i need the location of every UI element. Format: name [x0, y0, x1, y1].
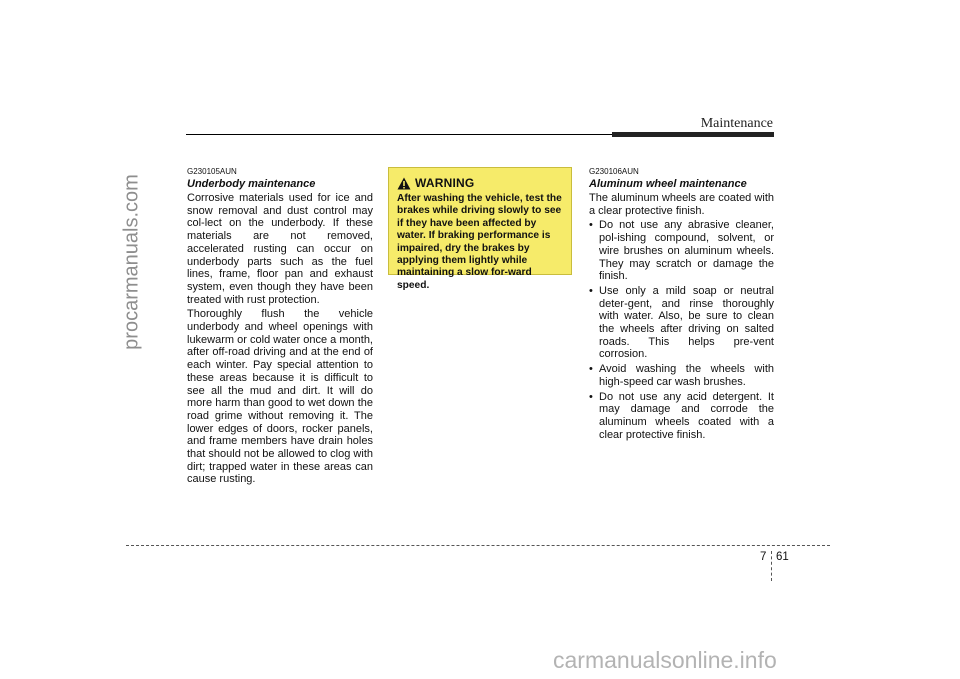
bottom-watermark: carmanualsonline.info: [553, 647, 777, 673]
bullet-icon: •: [589, 219, 593, 232]
bullet-icon: •: [589, 390, 593, 403]
aluminum-wheel-section: [589, 167, 774, 443]
chapter-number: 7: [760, 551, 767, 563]
warning-header: [397, 176, 565, 190]
bullet-list: [589, 219, 774, 441]
paragraph: Thoroughly flush the vehicle underbody and wheel openings with lukewarm or cold water once a month, after off-road driving and at the end of each winter. Pay special attention to these areas because it is difficult to see all the mud and dirt. It will do more harm than good to wet down the road grime without removing it. The lower edges of doors, rocker panels, and frame members have drain holes that should not be allowed to clog with dirt; trapped water in these areas can cause rusting.: [187, 308, 373, 486]
list-item-text: Avoid washing the wheels with high-speed car wash brushes.: [599, 363, 774, 388]
page-number-separator: [771, 551, 772, 581]
list-item: [589, 285, 774, 361]
section-heading: Underbody maintenance: [187, 178, 316, 190]
list-item-text: Do not use any abrasive cleaner, pol-ishing compound, solvent, or wire brushes on aluminum wheels. They may scratch or damage the finish.: [599, 219, 774, 283]
section-code: G230106AUN: [589, 167, 639, 176]
paragraph: Corrosive materials used for ice and snow removal and dust control may col-lect on the underbody. If these materials are not removed, accelerated rusting can occur on underbody parts such as the fuel lines, frame, floor pan and exhaust system, even though they have been treated with rust protection.: [187, 192, 373, 306]
list-item: [589, 391, 774, 442]
bullet-icon: •: [589, 284, 593, 297]
section-heading: Aluminum wheel maintenance: [589, 178, 747, 190]
footer-rule: [126, 545, 830, 546]
side-watermark: procarmanuals.com: [120, 174, 143, 350]
page-title: Maintenance: [700, 116, 773, 131]
warning-box: [388, 167, 572, 291]
section-code: G230105AUN: [187, 167, 237, 176]
warning-triangle-icon: [397, 177, 411, 190]
list-item: [589, 363, 774, 388]
header-rule-accent: [612, 132, 774, 137]
warning-text: After washing the vehicle, test the brakes while driving slowly to see if they have been affected by water. If braking performance is impaired, dry the brakes by applying them lightly while maintaining a slow for-ward speed.: [397, 193, 562, 291]
underbody-section: [187, 167, 373, 488]
bullet-icon: •: [589, 363, 593, 376]
list-item-text: Do not use any acid detergent. It may damage and corrode the aluminum wheels coated with a clear protective finish.: [599, 390, 774, 441]
warning-title: WARNING: [415, 176, 475, 190]
list-item: [589, 219, 774, 283]
paragraph: The aluminum wheels are coated with a clear protective finish.: [589, 192, 774, 217]
list-item-text: Use only a mild soap or neutral deter-gent, and rinse thoroughly with water. Also, be sure to clean the wheels after driving on salted roads. This helps pre-vent corrosion.: [599, 284, 774, 361]
page-number: 61: [776, 551, 789, 563]
